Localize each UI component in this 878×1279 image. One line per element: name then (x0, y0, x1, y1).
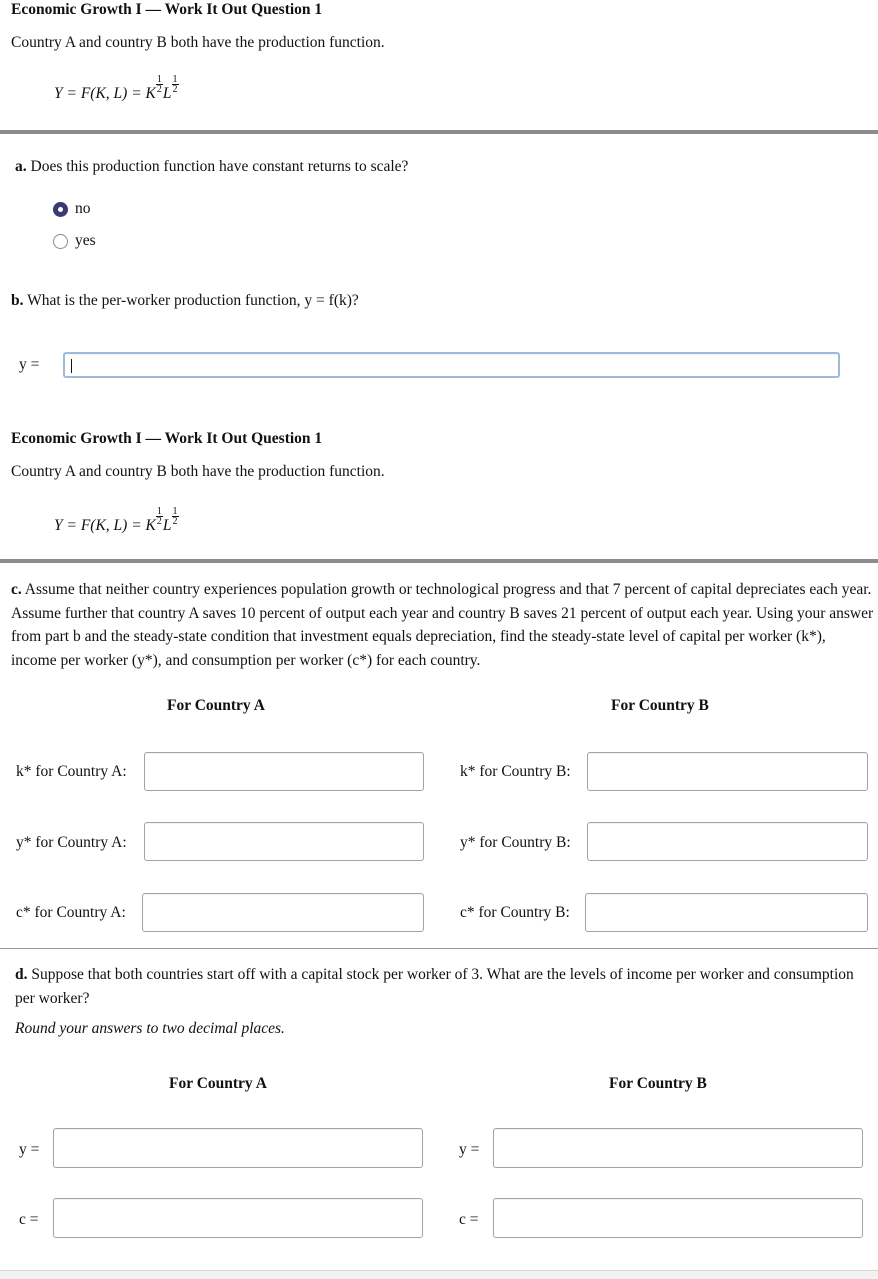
c-star-a-input[interactable] (142, 893, 424, 932)
part-b-input-label: y = (19, 356, 40, 373)
y-star-b-label: y* for Country B: (460, 834, 571, 851)
consumption-a-label: c = (19, 1211, 39, 1228)
text-cursor (71, 359, 72, 373)
part-b-question: b. What is the per-worker production function, y = f(k)? (11, 292, 359, 309)
k-star-a-input[interactable] (144, 752, 424, 791)
rounding-instruction: Round your answers to two decimal places. (15, 1020, 285, 1037)
consumption-b-label: c = (459, 1211, 479, 1228)
income-b-input[interactable] (493, 1128, 863, 1168)
c-star-a-label: c* for Country A: (16, 904, 126, 921)
income-b-label: y = (459, 1141, 480, 1158)
page-title: Economic Growth I — Work It Out Question 1 (11, 1, 323, 18)
radio-yes[interactable] (53, 234, 68, 249)
consumption-a-input[interactable] (53, 1198, 423, 1238)
country-a-header: For Country A (167, 697, 265, 714)
consumption-b-input[interactable] (493, 1198, 863, 1238)
income-a-label: y = (19, 1141, 40, 1158)
k-star-a-label: k* for Country A: (16, 763, 127, 780)
section-divider (0, 130, 878, 134)
k-star-b-label: k* for Country B: (460, 763, 571, 780)
y-star-a-label: y* for Country A: (16, 834, 127, 851)
radio-no[interactable] (53, 202, 68, 217)
country-b-header: For Country B (611, 697, 709, 714)
country-b-header-d: For Country B (609, 1075, 707, 1092)
intro-text: Country A and country B both have the production function. (11, 34, 385, 51)
radio-yes-label: yes (75, 232, 96, 249)
intro-text-repeat: Country A and country B both have the production function. (11, 463, 385, 480)
production-function-formula-repeat: Y = F(K, L) = K $\frac{1}{2}$ L $\frac{1}{2}$ (54, 506, 178, 534)
radio-no-label: no (75, 200, 91, 217)
c-star-b-label: c* for Country B: (460, 904, 570, 921)
section-divider-2 (0, 559, 878, 563)
part-d-question: d. Suppose that both countries start off with a capital stock per worker of 3. What are the levels of income per worker and consumption per worker? (15, 966, 854, 1007)
y-star-a-input[interactable] (144, 822, 424, 861)
y-star-b-input[interactable] (587, 822, 868, 861)
part-c-question: c. Assume that neither country experiences population growth or technological progress and that 7 percent of capital depreciates each year. Assume further that country A saves 10 percent of output each year and country B saves 21 percent of output each year. Using your answer from part b and the steady-state condition that investment equals depreciation, find the steady-state level of capital per worker (k*), income per worker (y*), and consumption per worker (c*) for each country. (11, 581, 874, 669)
country-a-header-d: For Country A (169, 1075, 267, 1092)
income-a-input[interactable] (53, 1128, 423, 1168)
per-worker-function-input[interactable] (63, 352, 840, 378)
c-star-b-input[interactable] (585, 893, 868, 932)
page-title-repeat: Economic Growth I — Work It Out Question 1 (11, 430, 323, 447)
production-function-formula: Y = F(K, L) = K $\frac{1}{2}$ L $\frac{1}{2}$ (54, 74, 178, 102)
k-star-b-input[interactable] (587, 752, 868, 791)
part-a-question: a. Does this production function have constant returns to scale? (15, 158, 409, 175)
section-divider-3 (0, 948, 878, 949)
